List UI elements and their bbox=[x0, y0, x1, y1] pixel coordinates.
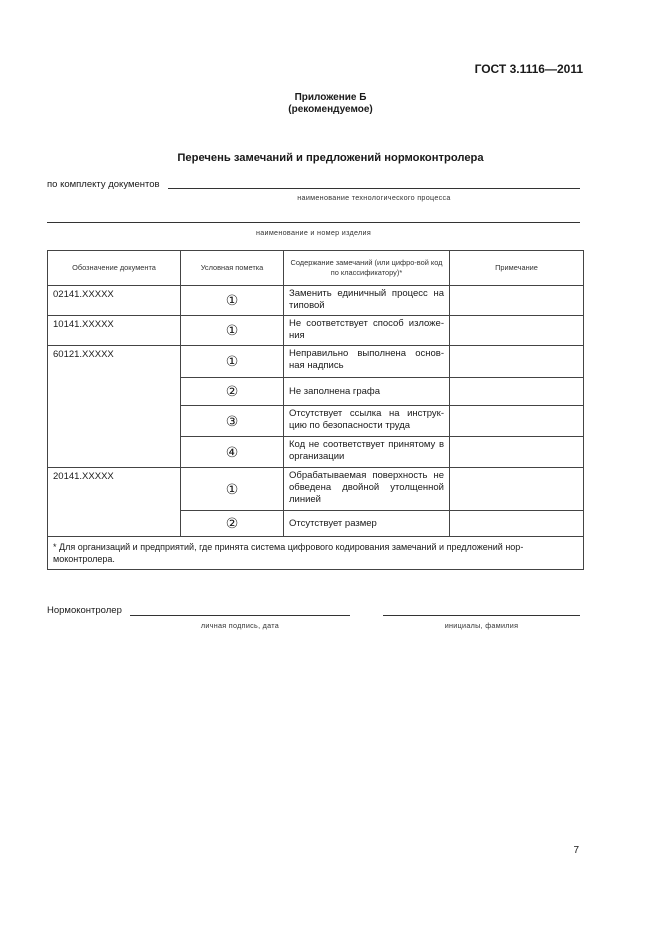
remark-content: Не соответствует способ изложе-ния bbox=[284, 316, 450, 346]
document-code: 02141.XXXXX bbox=[48, 286, 181, 316]
header-mark: Условная пометка bbox=[181, 251, 284, 286]
appendix-title: Приложение Б bbox=[294, 92, 367, 103]
document-code: 20141.XXXXX bbox=[48, 468, 181, 537]
remark-note bbox=[450, 511, 584, 537]
remark-content: Не заполнена графа bbox=[284, 378, 450, 406]
document-title: Перечень замечаний и предложений нормоконтролера bbox=[177, 152, 484, 164]
mark-symbol: ① bbox=[181, 286, 284, 316]
mark-symbol: ② bbox=[181, 511, 284, 537]
remark-content: Заменить единичный процесс на типовой bbox=[284, 286, 450, 316]
table-header-row bbox=[48, 251, 584, 286]
signature-line bbox=[130, 615, 350, 616]
process-name-line bbox=[168, 188, 580, 189]
remark-note bbox=[450, 286, 584, 316]
mark-symbol: ① bbox=[181, 468, 284, 511]
document-code: 60121.XXXXX bbox=[48, 346, 181, 468]
remark-note bbox=[450, 468, 584, 511]
remark-note bbox=[450, 406, 584, 437]
document-code: 10141.XXXXX bbox=[48, 316, 181, 346]
name-line bbox=[383, 615, 580, 616]
table-footnote-row bbox=[48, 537, 584, 570]
remark-content: Отсутствует размер bbox=[284, 511, 450, 537]
page-number: 7 bbox=[573, 845, 579, 856]
document-set-label: по комплекту документов bbox=[47, 179, 160, 190]
header-note: Примечание bbox=[450, 251, 584, 286]
mark-symbol: ④ bbox=[181, 437, 284, 468]
signature-caption: личная подпись, дата bbox=[200, 621, 280, 630]
table-row bbox=[48, 286, 584, 316]
header-document: Обозначение документа bbox=[48, 251, 181, 286]
process-caption: наименование технологического процесса bbox=[297, 193, 451, 202]
table-footnote: * Для организаций и предприятий, где принята система цифрового кодирования замечаний и предложений нор-моконтролера. bbox=[48, 537, 584, 570]
normcontroller-label: Нормоконтролер bbox=[47, 605, 122, 616]
standard-number: ГОСТ 3.1116—2011 bbox=[474, 62, 583, 76]
remark-content: Отсутствует ссылка на инструк-цию по безопасности труда bbox=[284, 406, 450, 437]
appendix-subtitle: (рекомендуемое) bbox=[288, 104, 373, 115]
table-row bbox=[48, 346, 584, 378]
remark-note bbox=[450, 437, 584, 468]
name-caption: инициалы, фамилия bbox=[444, 621, 519, 630]
table-row bbox=[48, 468, 584, 511]
remark-content: Неправильно выполнена основ-ная надпись bbox=[284, 346, 450, 378]
remarks-table bbox=[47, 250, 584, 570]
mark-symbol: ③ bbox=[181, 406, 284, 437]
remark-note bbox=[450, 346, 584, 378]
product-caption: наименование и номер изделия bbox=[255, 228, 372, 237]
remark-content: Обрабатываемая поверхность не обведена двойной утолщенной линией bbox=[284, 468, 450, 511]
remark-content: Код не соответствует принятому в организации bbox=[284, 437, 450, 468]
header-content: Содержание замечаний (или цифро-вой код по классификатору)* bbox=[284, 251, 450, 286]
remark-note bbox=[450, 378, 584, 406]
table-row bbox=[48, 316, 584, 346]
product-name-line bbox=[47, 222, 580, 223]
mark-symbol: ① bbox=[181, 316, 284, 346]
remark-note bbox=[450, 316, 584, 346]
mark-symbol: ② bbox=[181, 378, 284, 406]
mark-symbol: ① bbox=[181, 346, 284, 378]
